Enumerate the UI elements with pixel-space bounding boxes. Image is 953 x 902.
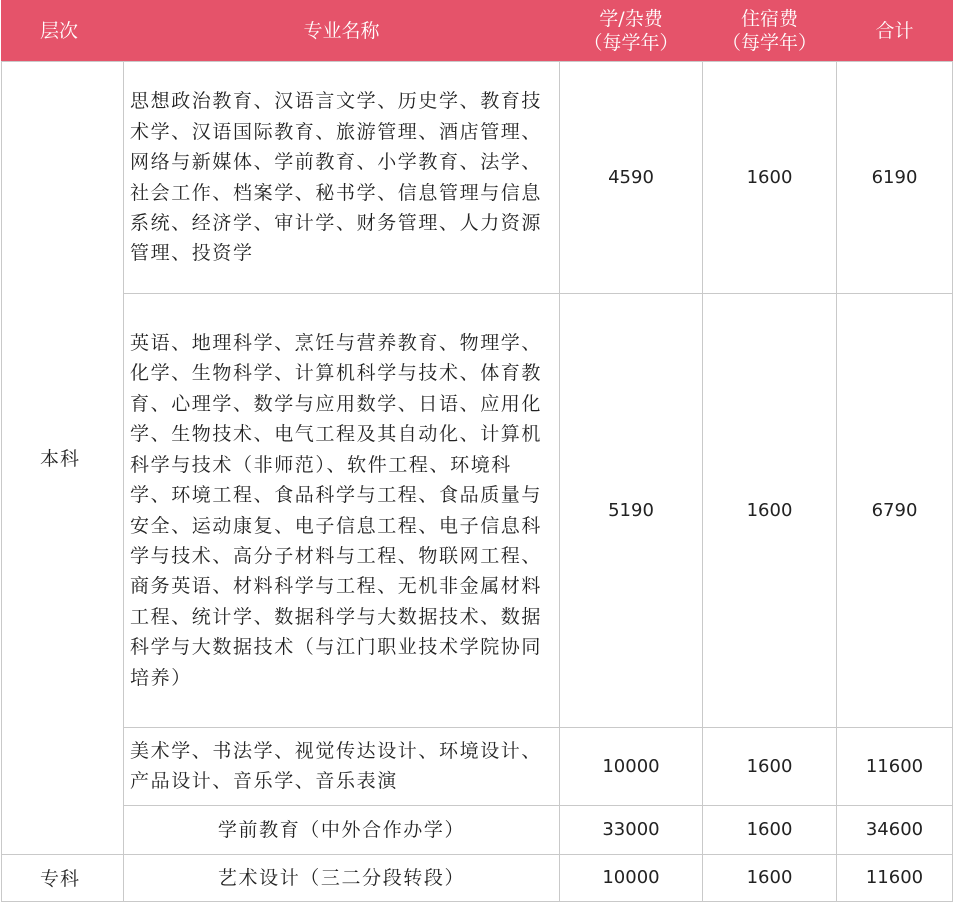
header-lodging-line2: （每学年） — [721, 32, 817, 54]
lodging-cell: 1600 — [703, 854, 837, 901]
tuition-cell: 33000 — [560, 805, 703, 854]
table-row — [2, 854, 953, 901]
table-body — [2, 62, 953, 902]
total-cell: 11600 — [837, 728, 953, 806]
header-tuition-line2: （每学年） — [583, 32, 679, 54]
header-lodging — [703, 1, 837, 62]
majors-cell: 艺术设计（三二分段转段） — [124, 854, 560, 901]
majors-cell: 美术学、书法学、视觉传达设计、环境设计、产品设计、音乐学、音乐表演 — [124, 728, 560, 806]
majors-cell: 思想政治教育、汉语言文学、历史学、教育技术学、汉语国际教育、旅游管理、酒店管理、网络与新媒体、学前教育、小学教育、法学、社会工作、档案学、秘书学、信息管理与信息系统、经济学、审计学、财务管理、人力资源管理、投资学 — [124, 62, 560, 294]
level-cell-undergraduate: 本科 — [2, 62, 124, 855]
tuition-cell: 4590 — [560, 62, 703, 294]
lodging-cell: 1600 — [703, 728, 837, 806]
header-lodging-line1: 住宿费 — [740, 8, 798, 30]
header-total: 合计 — [837, 1, 953, 62]
table-row — [2, 728, 953, 806]
table-row — [2, 62, 953, 294]
total-cell: 6190 — [837, 62, 953, 294]
header-tuition — [560, 1, 703, 62]
header-row — [2, 1, 953, 62]
fee-table — [1, 0, 953, 902]
total-cell: 34600 — [837, 805, 953, 854]
level-cell-junior-college: 专科 — [2, 854, 124, 901]
header-tuition-line1: 学/杂费 — [599, 8, 663, 30]
lodging-cell: 1600 — [703, 294, 837, 728]
header-major: 专业名称 — [124, 1, 560, 62]
table-row — [2, 294, 953, 728]
tuition-cell: 5190 — [560, 294, 703, 728]
table-row — [2, 805, 953, 854]
lodging-cell: 1600 — [703, 62, 837, 294]
total-cell: 11600 — [837, 854, 953, 901]
header-level: 层次 — [2, 1, 124, 62]
majors-cell: 学前教育（中外合作办学） — [124, 805, 560, 854]
tuition-cell: 10000 — [560, 854, 703, 901]
lodging-cell: 1600 — [703, 805, 837, 854]
majors-cell: 英语、地理科学、烹饪与营养教育、物理学、化学、生物科学、计算机科学与技术、体育教育、心理学、数学与应用数学、日语、应用化学、生物技术、电气工程及其自动化、计算机科学与技术（非师范）、软件工程、环境科学、环境工程、食品科学与工程、食品质量与安全、运动康复、电子信息工程、电子信息科学与技术、高分子材料与工程、物联网工程、商务英语、材料科学与工程、无机非金属材料工程、统计学、数据科学与大数据技术、数据科学与大数据技术（与江门职业技术学院协同培养） — [124, 294, 560, 728]
table-header — [2, 1, 953, 62]
total-cell: 6790 — [837, 294, 953, 728]
tuition-cell: 10000 — [560, 728, 703, 806]
